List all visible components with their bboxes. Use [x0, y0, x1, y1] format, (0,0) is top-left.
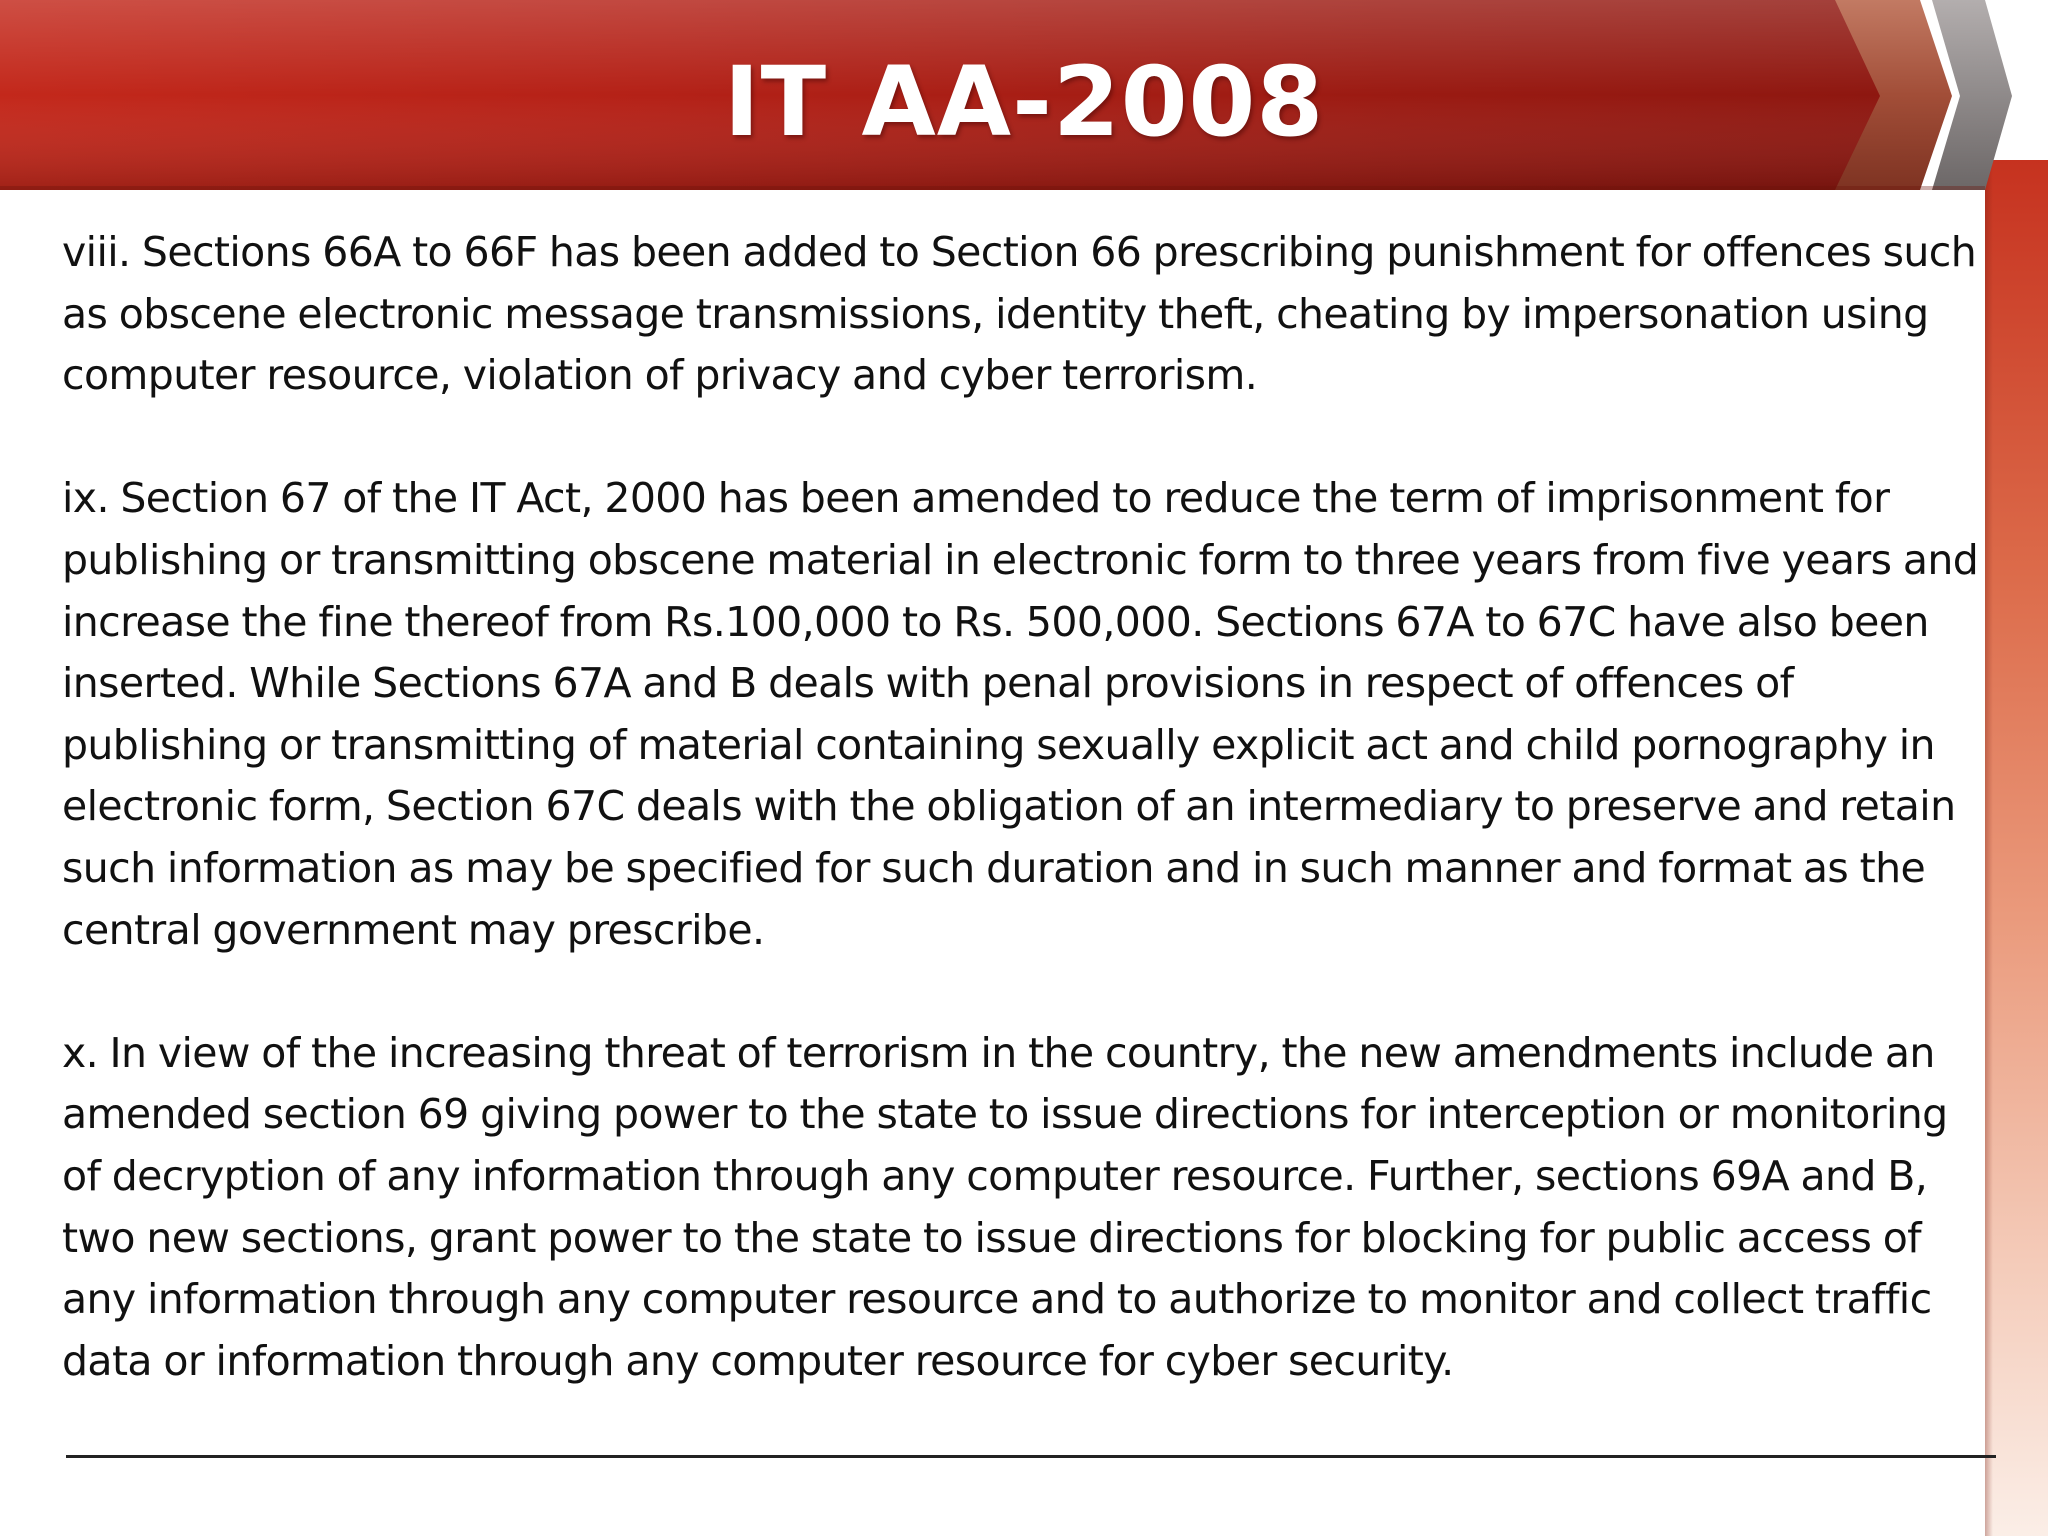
right-edge-gradient [1985, 160, 2048, 1536]
paragraph-viii: viii. Sections 66A to 66F has been added to Section 66 prescribing punishment for offences such as obscene electronic message transmissions, identity theft, cheating by impersonation using computer resource, violation of privacy and cyber terrorism. [62, 228, 1977, 400]
paragraph-x: x. In view of the increasing threat of terrorism in the country, the new amendments include an amended section 69 giving power to the state to issue directions for interception or monitoring of decryption of any information through any computer resource. Further, sections 69A and B, two new sections, grant power to the state to issue directions for blocking for public access of any information through any computer resource and to authorize to monitor and collect traffic data or information through any computer resource for cyber security. [62, 1028, 1948, 1385]
page-title: IT AA-2008 [723, 46, 1325, 158]
bottom-divider [66, 1455, 1996, 1458]
slide-body [62, 222, 1982, 1392]
paragraph-ix: ix. Section 67 of the IT Act, 2000 has been amended to reduce the term of imprisonment for publishing or transmitting obscene material in electronic form to three years from five years and increase the fine thereof from Rs.100,000 to Rs. 500,000. Sections 67A to 67C have also been inserted. While Sections 67A and B deals with penal provisions in respect of offences of publishing or transmitting of material containing sexually explicit act and child pornography in electronic form, Section 67C deals with the obligation of an intermediary to preserve and retain such information as may be specified for such duration and in such manner and format as the central government may prescribe. [62, 474, 1979, 954]
